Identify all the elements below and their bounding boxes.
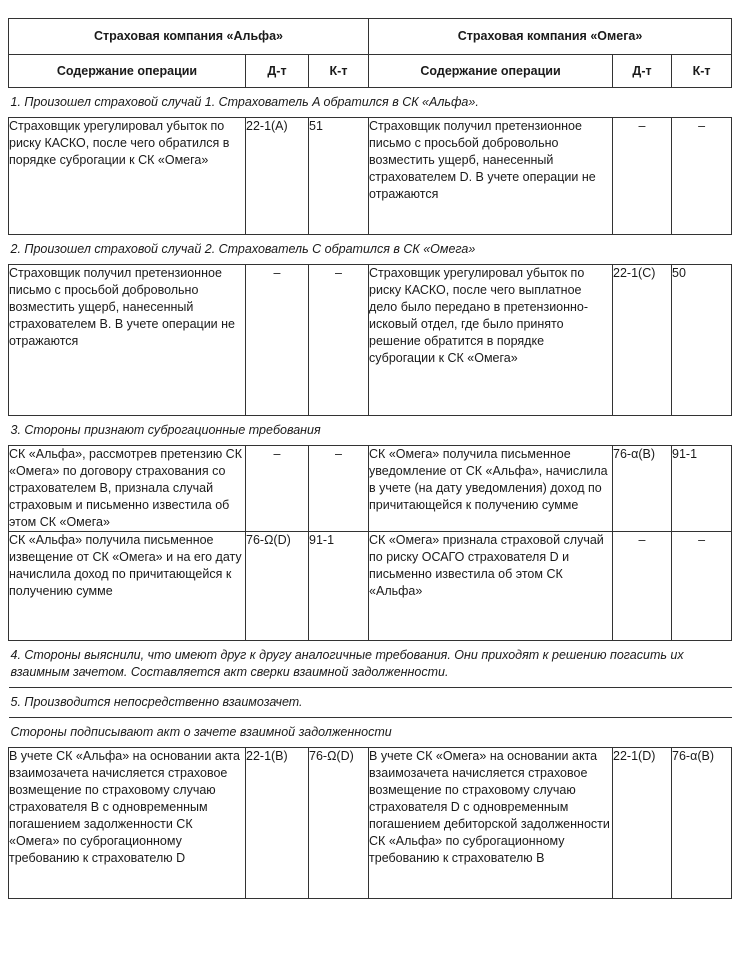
omega-debit-cell: –	[613, 118, 672, 235]
omega-operation-cell: СК «Омега» получила письменное уведомление от СК «Альфа», начислила в учете (на дату уведомления) доход по причитающейся к получению сумме	[369, 446, 613, 532]
alpha-debit-cell: 22-1(B)	[246, 748, 309, 899]
section-2-title: 2. Произошел страховой случай 2. Страхователь C обратился в СК «Омега»	[9, 235, 732, 265]
company-alpha-header: Страховая компания «Альфа»	[9, 19, 369, 55]
section-4-title: 4. Стороны выяснили, что имеют друг к другу аналогичные требования. Они приходят к решению погасить их взаимным зачетом. Составляется акт сверки взаимной задолженности.	[9, 641, 732, 688]
omega-debit-cell: 22-1(D)	[613, 748, 672, 899]
table-row	[9, 265, 732, 416]
omega-operation-cell: Страховщик получил претензионное письмо с просьбой добровольно возместить ущерб, нанесенный страхователем D. В учете операции не отражаются	[369, 118, 613, 235]
alpha-debit-header: Д-т	[246, 55, 309, 88]
omega-debit-cell: 76-α(B)	[613, 446, 672, 532]
alpha-credit-cell: –	[309, 446, 369, 532]
section-5-title: 5. Производится непосредственно взаимозачет.	[9, 688, 732, 718]
omega-operation-cell: В учете СК «Омега» на основании акта взаимозачета начисляется страховое возмещение по страховому случаю страхователя D с одновременным погашением дебиторской задолженности СК «Альфа» по суброгационному требованию к страхователю B	[369, 748, 613, 899]
alpha-operation-cell: Страховщик получил претензионное письмо с просьбой добровольно возместить ущерб, нанесенный страхователем B. В учете операции не отражаются	[9, 265, 246, 416]
section-1-title: 1. Произошел страховой случай 1. Страхователь A обратился в СК «Альфа».	[9, 88, 732, 118]
table-row	[9, 748, 732, 899]
alpha-operation-cell: В учете СК «Альфа» на основании акта взаимозачета начисляется страховое возмещение по страховому случаю страхователя B с одновременным погашением задолженности СК «Омега» по суброгационному требованию к страхователю D	[9, 748, 246, 899]
omega-debit-cell: 22-1(C)	[613, 265, 672, 416]
alpha-operation-header: Содержание операции	[9, 55, 246, 88]
alpha-credit-cell: 91-1	[309, 532, 369, 641]
table-row	[9, 446, 732, 532]
omega-debit-cell: –	[613, 532, 672, 641]
alpha-debit-cell: 22-1(A)	[246, 118, 309, 235]
alpha-credit-cell: –	[309, 265, 369, 416]
table-row	[9, 118, 732, 235]
alpha-credit-header: К-т	[309, 55, 369, 88]
alpha-operation-cell: Страховщик урегулировал убыток по риску КАСКО, после чего обратился в порядке суброгации к СК «Омега»	[9, 118, 246, 235]
omega-operation-cell: СК «Омега» признала страховой случай по риску ОСАГО страхователя D и письменно известила об этом СК «Альфа»	[369, 532, 613, 641]
alpha-debit-cell: 76-Ω(D)	[246, 532, 309, 641]
alpha-operation-cell: СК «Альфа», рассмотрев претензию СК «Омега» по договору страхования со страхователем B, признала случай страховым и письменно известила об этом СК «Омега»	[9, 446, 246, 532]
omega-credit-cell: 91-1	[672, 446, 732, 532]
omega-credit-header: К-т	[672, 55, 732, 88]
section-5-subtitle: Стороны подписывают акт о зачете взаимной задолженности	[9, 718, 732, 748]
omega-debit-header: Д-т	[613, 55, 672, 88]
omega-operation-header: Содержание операции	[369, 55, 613, 88]
alpha-debit-cell: –	[246, 265, 309, 416]
table-row	[9, 532, 732, 641]
alpha-debit-cell: –	[246, 446, 309, 532]
company-omega-header: Страховая компания «Омега»	[369, 19, 732, 55]
omega-credit-cell: –	[672, 118, 732, 235]
section-3-title: 3. Стороны признают суброгационные требования	[9, 416, 732, 446]
omega-operation-cell: Страховщик урегулировал убыток по риску КАСКО, после чего выплатное дело было передано в претензионно-исковый отдел, где было принято решение обратится в порядке суброгации к СК «Омега»	[369, 265, 613, 416]
omega-credit-cell: 76-α(B)	[672, 748, 732, 899]
subrogation-accounting-table	[8, 18, 732, 899]
omega-credit-cell: –	[672, 532, 732, 641]
alpha-operation-cell: СК «Альфа» получила письменное извещение от СК «Омега» и на его дату начислила доход по причитающейся к получению сумме	[9, 532, 246, 641]
alpha-credit-cell: 51	[309, 118, 369, 235]
omega-credit-cell: 50	[672, 265, 732, 416]
alpha-credit-cell: 76-Ω(D)	[309, 748, 369, 899]
